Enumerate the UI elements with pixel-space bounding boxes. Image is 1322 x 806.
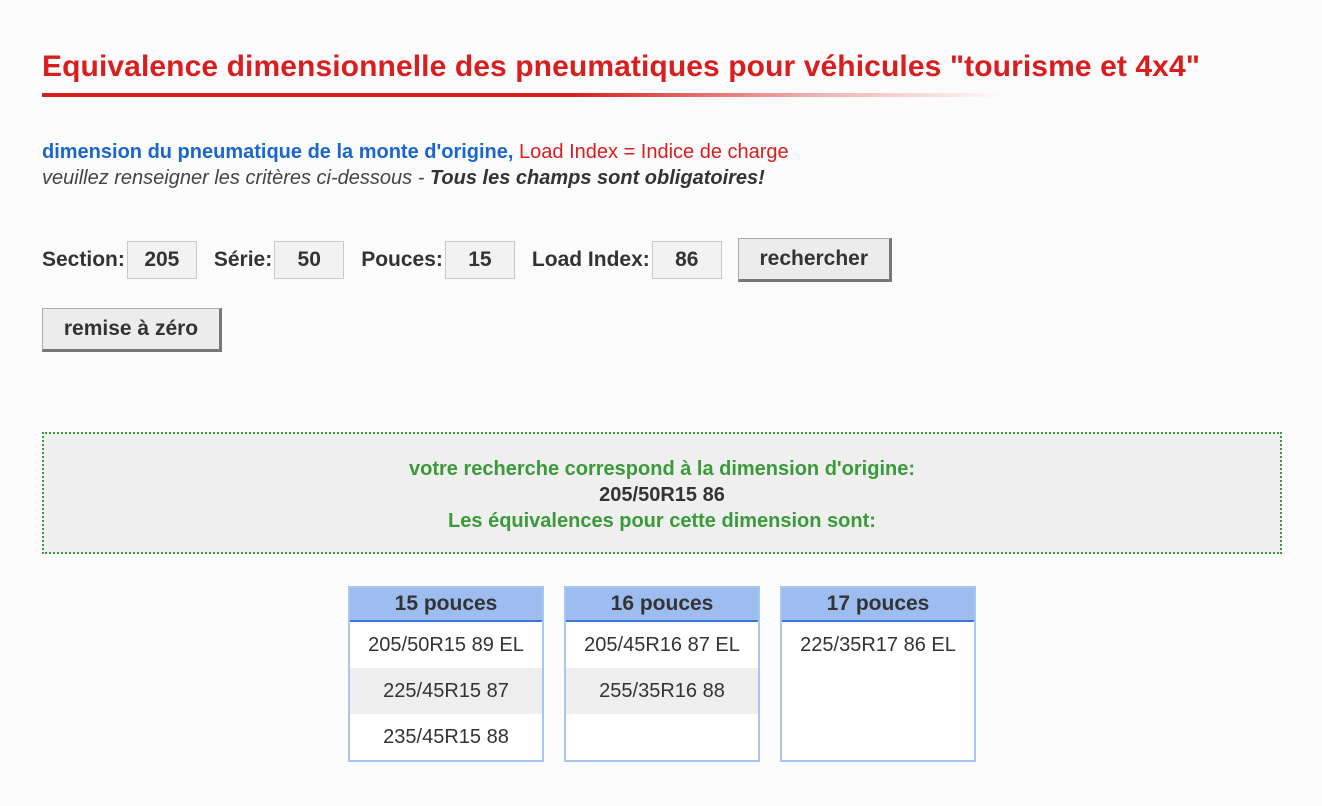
search-button[interactable]: rechercher	[738, 238, 892, 282]
title-underline	[42, 93, 1002, 97]
equivalence-tables	[348, 586, 976, 762]
table-row: 205/50R15 89 EL	[368, 634, 524, 656]
equivalence-table-15	[348, 586, 544, 762]
load-index-note: Load Index = Indice de charge	[519, 141, 789, 163]
reset-button[interactable]: remise à zéro	[42, 308, 222, 352]
result-box	[42, 432, 1282, 554]
section-input[interactable]	[127, 241, 197, 279]
serie-input[interactable]	[274, 241, 344, 279]
table-header: 16 pouces	[566, 588, 758, 622]
load-index-label: Load Index:	[531, 248, 650, 271]
intro-line-1	[42, 139, 789, 165]
search-form	[42, 238, 892, 282]
load-index-input[interactable]	[652, 241, 722, 279]
equivalence-table-16	[564, 586, 760, 762]
equivalence-table-17	[780, 586, 976, 762]
required-note: Tous les champs sont obligatoires!	[429, 167, 765, 189]
table-row: 255/35R16 88	[566, 668, 758, 714]
origin-label: dimension du pneumatique de la monte d'origine,	[42, 141, 514, 163]
intro-text	[42, 139, 789, 191]
match-text: votre recherche correspond à la dimension d'origine:	[409, 458, 915, 480]
pouces-label: Pouces:	[361, 248, 443, 271]
pouces-input[interactable]	[445, 241, 515, 279]
instructions-text: veuillez renseigner les critères ci-dessous -	[42, 167, 430, 189]
table-header: 15 pouces	[350, 588, 542, 622]
equivalences-text: Les équivalences pour cette dimension sont:	[448, 510, 876, 532]
table-header: 17 pouces	[782, 588, 974, 622]
serie-label: Série:	[213, 248, 273, 271]
intro-line-2	[42, 165, 789, 191]
table-row: 225/35R17 86 EL	[800, 634, 956, 656]
matched-dimension: 205/50R15 86	[599, 484, 725, 506]
table-row: 225/45R15 87	[350, 668, 542, 714]
table-row: 205/45R16 87 EL	[584, 634, 740, 656]
table-row: 235/45R15 88	[383, 726, 509, 748]
section-label: Section:	[42, 248, 125, 271]
page-title: Equivalence dimensionnelle des pneumatiques pour véhicules "tourisme et 4x4"	[42, 50, 1201, 83]
